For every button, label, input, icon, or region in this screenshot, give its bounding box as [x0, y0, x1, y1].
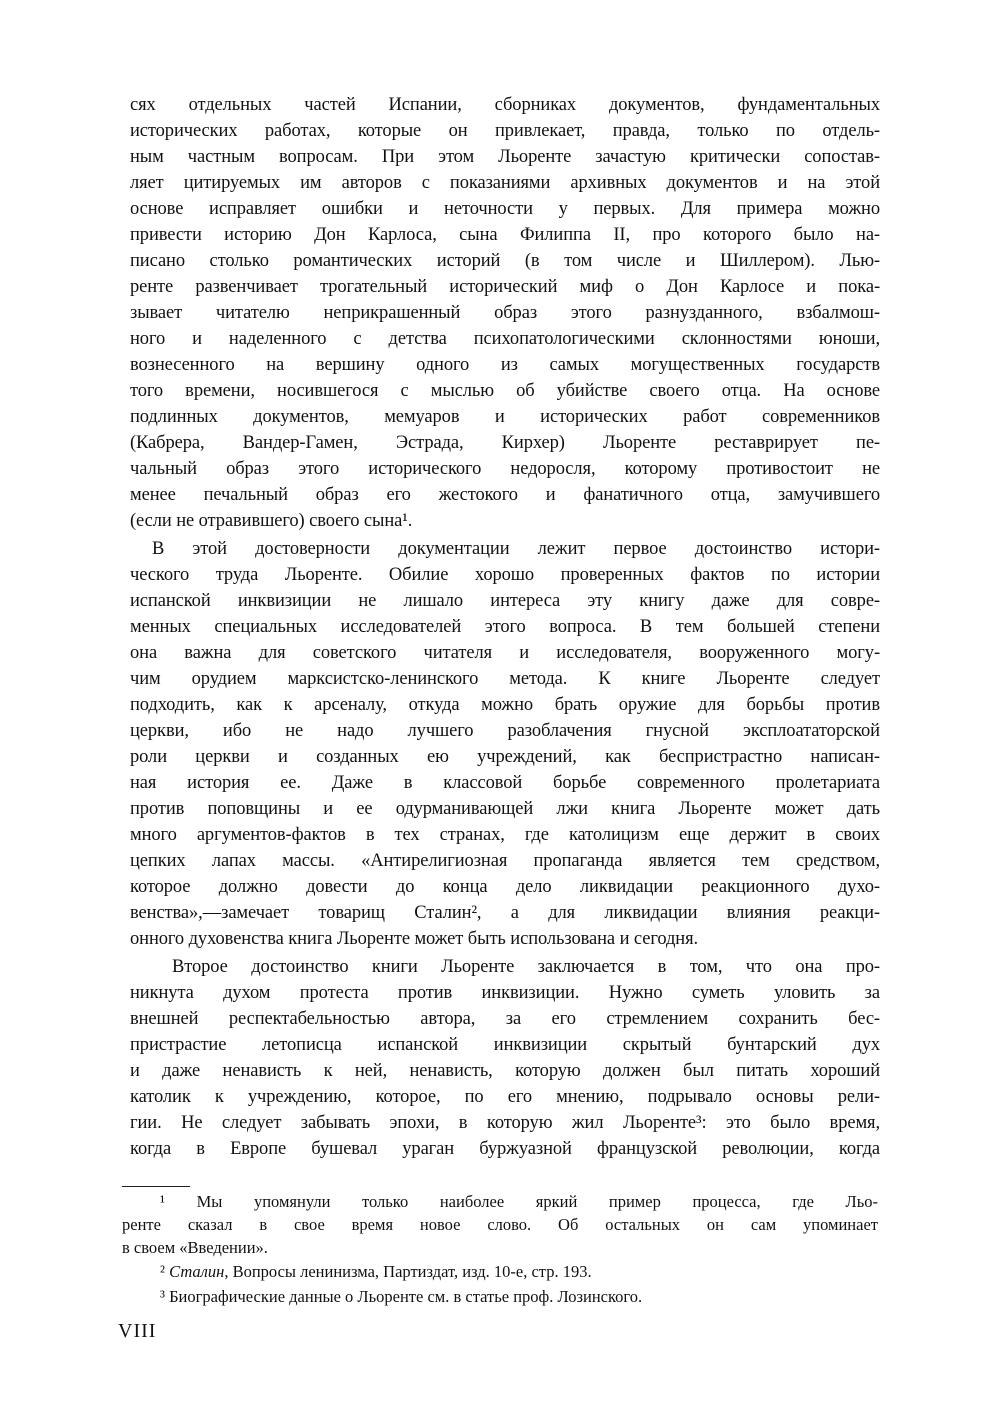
text-line: внешней респектабельностью автора, за его стремлением сохранить бес- [130, 1009, 880, 1029]
footnote-text: , Вопросы ленинизма, Партиздат, изд. 10-е, стр. 193. [224, 1262, 592, 1281]
text-line: сях отдельных частей Испании, сборниках документов, фундаментальных [130, 95, 880, 115]
text-line: основе исправляет ошибки и неточности у первых. Для примера можно [130, 199, 880, 219]
footnote-line: в своем «Введении». [122, 1238, 268, 1257]
text-line: исторических работах, которые он привлекает, правда, только по отдель- [130, 121, 880, 141]
text-line: вознесенного на вершину одного из самых могущественных государств [130, 355, 880, 375]
text-line: против поповщины и ее одурманивающей лжи книга Льоренте может дать [130, 799, 880, 819]
text-line: ческого труда Льоренте. Обилие хорошо проверенных фактов по истории [130, 565, 880, 585]
text-line: ная история ее. Даже в классовой борьбе современного пролетариата [130, 773, 880, 793]
footnote-line: ¹ Мы упомянули только наиболее яркий пример процесса, где Льо- [160, 1192, 878, 1211]
footnote-1 [122, 1190, 878, 1259]
footnotes [122, 1190, 878, 1308]
text-line: (Кабрера, Вандер-Гамен, Эстрада, Кирхер) Льоренте реставрирует пе- [130, 433, 880, 453]
text-line: Второе достоинство книги Льоренте заключается в том, что она про- [172, 957, 880, 977]
text-line: чальный образ этого исторического недоросля, которому противостоит не [130, 459, 880, 479]
footnote-separator [122, 1186, 190, 1187]
text-line: В этой достоверности документации лежит первое достоинство истори- [152, 539, 880, 559]
text-line: венства»,—замечает товарищ Сталин², а для ликвидации влияния реакци- [130, 903, 880, 923]
paragraph-1 [130, 92, 880, 534]
footnote-line: ренте сказал в свое время новое слово. Об остальных он сам упоминает [122, 1215, 878, 1234]
main-text [130, 92, 880, 1164]
text-line: гии. Не следует забывать эпохи, в которую жил Льоренте³: это было время, [130, 1113, 880, 1133]
paragraph-3 [130, 954, 880, 1162]
text-line: католик к учреждению, которое, по его мнению, подрывало основы рели- [130, 1087, 880, 1107]
text-line: ным частным вопросам. При этом Льоренте зачастую критически сопостав- [130, 147, 880, 167]
text-line: когда в Европе бушевал ураган буржуазной французской революции, когда [130, 1139, 880, 1159]
text-line: которое должно довести до конца дело ликвидации реакционного духо- [130, 877, 880, 897]
text-line: писано столько романтических историй (в том числе и Шиллером). Лью- [130, 251, 880, 271]
text-line: менее печальный образ его жестокого и фанатичного отца, замучившего [130, 485, 880, 505]
footnote-2 [122, 1259, 878, 1285]
footnote-mark: ² [160, 1262, 165, 1281]
text-line: ренте развенчивает трогательный исторический миф о Дон Карлосе и пока- [130, 277, 880, 297]
text-line: (если не отравившего) своего сына¹. [130, 511, 413, 531]
text-line: цепких лапах массы. «Антирелигиозная пропаганда является тем средством, [130, 851, 880, 871]
text-line: онного духовенства книга Льоренте может быть использована и сегодня. [130, 929, 699, 949]
text-line: и даже ненависть к ней, ненависть, которую должен был питать хороший [130, 1061, 880, 1081]
paragraph-2 [130, 536, 880, 952]
text-line: ного и наделенного с детства психопатологическими склонностями юноши, [130, 329, 880, 349]
text-line: привести историю Дон Карлоса, сына Филиппа II, про которого было на- [130, 225, 880, 245]
text-line: никнута духом протеста против инквизиции. Нужно суметь уловить за [130, 983, 880, 1003]
text-line: ляет цитируемых им авторов с показаниями архивных документов и на этой [130, 173, 880, 193]
text-line: много аргументов-фактов в тех странах, где католицизм еще держит в своих [130, 825, 880, 845]
text-line: испанской инквизиции не лишало интереса эту книгу даже для совре- [130, 591, 880, 611]
text-line: подходить, как к арсеналу, откуда можно брать оружие для борьбы против [130, 695, 880, 715]
text-line: подлинных документов, мемуаров и исторических работ современников [130, 407, 880, 427]
footnote-3: ³ Биографические данные о Льоренте см. в статье проф. Лозинского. [160, 1287, 643, 1306]
page-number: VIII [118, 1320, 157, 1342]
text-line: зывает читателю неприкрашенный образ этого разнузданного, взбалмош- [130, 303, 880, 323]
text-line: церкви, ибо не надо лучшего разоблачения гнусной эксплоататорской [130, 721, 880, 741]
text-line: того времени, носившегося с мыслью об убийстве своего отца. На основе [130, 381, 880, 401]
text-line: менных специальных исследователей этого вопроса. В тем большей степени [130, 617, 880, 637]
text-line: она важна для советского читателя и исследователя, вооруженного могу- [130, 643, 880, 663]
text-line: чим орудием марксистско-ленинского метода. К книге Льоренте следует [130, 669, 880, 689]
footnote-author: Сталин [169, 1262, 225, 1281]
text-line: роли церкви и созданных ею учреждений, как беспристрастно написан- [130, 747, 880, 767]
text-line: пристрастие летописца испанской инквизиции скрытый бунтарский дух [130, 1035, 880, 1055]
